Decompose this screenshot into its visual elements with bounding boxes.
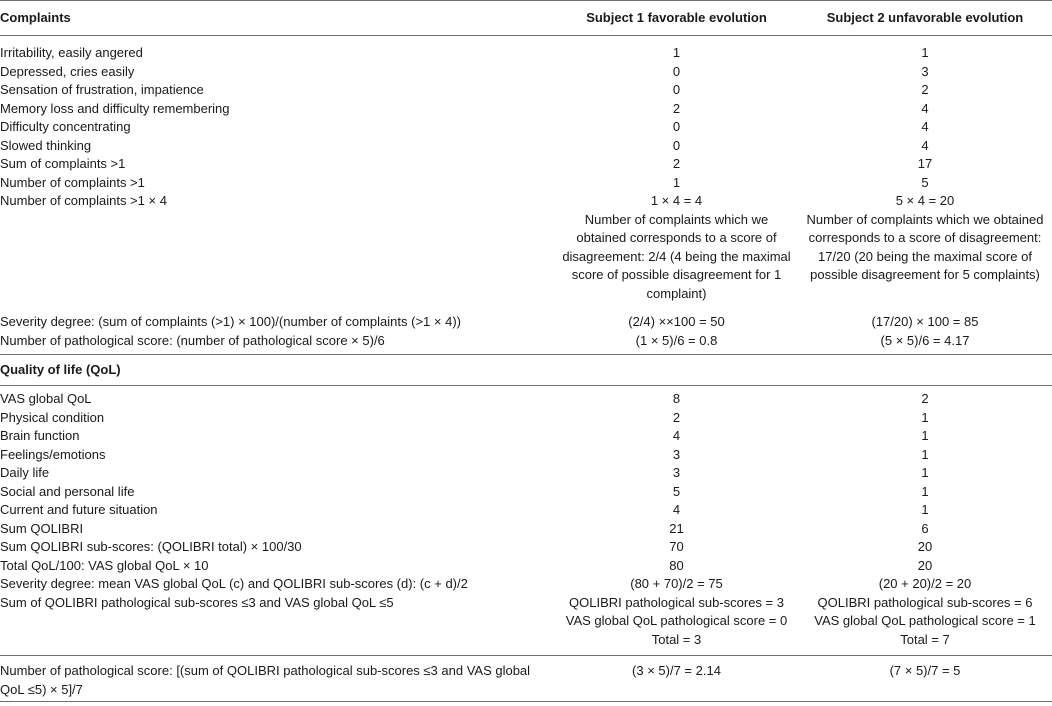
table-row xyxy=(0,427,1052,446)
table-row xyxy=(0,332,1052,351)
row-label: Number of complaints >1 × 4 xyxy=(0,193,167,208)
subject1-value: 3 xyxy=(672,446,681,462)
subject1-note-line: complaint) xyxy=(646,285,707,301)
table-row xyxy=(0,575,1052,594)
row-label: Memory loss and difficulty remembering xyxy=(0,100,230,116)
header-subject1: Subject 1 favorable evolution xyxy=(586,9,767,25)
subject2-value: 2 xyxy=(921,82,929,97)
subject2-note-line: 17/20 (20 being the maximal score of xyxy=(818,248,1032,264)
subject2-result: 5 × 4 = 20 xyxy=(895,193,955,208)
subject1-value: 1 xyxy=(672,45,681,60)
table-row xyxy=(0,44,1052,63)
row-label: Slowed thinking xyxy=(0,137,92,153)
table-row xyxy=(0,464,1052,483)
row-label-line: Number of pathological score: [(sum of QOLIBRI pathological sub-scores ≤3 and VAS global xyxy=(0,663,531,678)
row-label: Sum of QOLIBRI pathological sub-scores ≤3 and VAS global QoL ≤5 xyxy=(0,594,394,610)
row-label: Number of pathological score: (number of pathological score × 5)/6 xyxy=(0,332,385,348)
subject1-value: (1 × 5)/6 = 0.8 xyxy=(635,332,718,348)
qol-section-header xyxy=(0,354,1052,386)
subject1-value: 4 xyxy=(672,502,681,517)
subject2-note-line: corresponds to a score of disagreement: xyxy=(808,230,1042,245)
row-label: Difficulty concentrating xyxy=(0,119,131,134)
row-label: Severity degree: mean VAS global QoL (c) and QOLIBRI sub-scores (d): (c + d)/2 xyxy=(0,576,468,591)
table-row xyxy=(0,155,1052,174)
subject1-note-line: score of possible disagreement for 1 xyxy=(571,267,782,282)
subject1-result: 1 × 4 = 4 xyxy=(650,193,703,208)
subject2-value: 4 xyxy=(921,137,929,153)
qol-section xyxy=(0,390,1052,649)
subject2-value: 1 xyxy=(921,502,929,517)
subject1-value: 70 xyxy=(669,539,684,554)
subject2-line: VAS global QoL pathological score = 1 xyxy=(814,613,1036,628)
row-label: Current and future situation xyxy=(0,502,158,517)
row-label: Daily life xyxy=(0,465,50,480)
table-row xyxy=(0,520,1052,539)
table-row xyxy=(0,192,1052,303)
subject2-value: 4 xyxy=(921,100,929,116)
table-row xyxy=(0,483,1052,502)
subject2-line: Total = 7 xyxy=(900,631,950,647)
row-label: Number of complaints >1 xyxy=(0,174,145,190)
qol-heading: Quality of life (QoL) xyxy=(0,361,121,377)
table-row xyxy=(0,100,1052,119)
subject2-value: (7 × 5)/7 = 5 xyxy=(889,663,961,678)
subject2-value: 1 xyxy=(921,483,929,499)
subject1-value: 0 xyxy=(672,137,681,153)
subject1-note-line: Number of complaints which we xyxy=(584,211,769,227)
row-label: Irritability, easily angered xyxy=(0,45,143,60)
subject2-value: 2 xyxy=(921,391,929,406)
subject1-value: 0 xyxy=(672,119,681,134)
subject2-value: 17 xyxy=(917,156,933,171)
subject2-value: (5 × 5)/6 = 4.17 xyxy=(880,332,970,348)
table-row xyxy=(0,313,1052,332)
row-label xyxy=(0,662,555,699)
row-label-line: QoL ≤5) × 5]/7 xyxy=(0,681,83,697)
row-label: Social and personal life xyxy=(0,483,135,499)
table-header xyxy=(0,0,1052,36)
table-row xyxy=(0,501,1052,520)
subject2-value: 20 xyxy=(917,557,933,573)
header-subject2: Subject 2 unfavorable evolution xyxy=(826,9,1024,25)
row-label: Severity degree: (sum of complaints (>1) × 100)/(number of complaints (>1 × 4)) xyxy=(0,314,461,329)
table-row xyxy=(0,594,1052,650)
table-row xyxy=(0,655,1052,702)
row-label: Sensation of frustration, impatience xyxy=(0,82,204,97)
table-row xyxy=(0,137,1052,156)
row-label: Feelings/emotions xyxy=(0,446,106,462)
subject1-value: 4 xyxy=(672,428,681,443)
subject2-value: 1 xyxy=(921,465,929,480)
table-row xyxy=(0,390,1052,409)
subject1-value: 0 xyxy=(672,63,681,79)
table-row xyxy=(0,557,1052,576)
row-label: VAS global QoL xyxy=(0,391,92,406)
row-label: Sum QOLIBRI xyxy=(0,520,84,536)
row-label: Sum QOLIBRI sub-scores: (QOLIBRI total) × 100/30 xyxy=(0,539,302,554)
subject1-value: 80 xyxy=(669,557,684,573)
row-label: Physical condition xyxy=(0,409,105,425)
subject1-value xyxy=(555,192,798,303)
table-row xyxy=(0,81,1052,100)
complaints-section xyxy=(0,44,1052,350)
subject1-value: 0 xyxy=(672,82,681,97)
subject2-value: 20 xyxy=(917,539,933,554)
subject2-value: 3 xyxy=(921,63,929,79)
subject1-line: VAS global QoL pathological score = 0 xyxy=(565,613,788,628)
subject1-line: Total = 3 xyxy=(651,631,702,647)
row-label: Total QoL/100: VAS global QoL × 10 xyxy=(0,557,209,573)
subject1-value: 3 xyxy=(672,465,681,480)
subject1-line: QOLIBRI pathological sub-scores = 3 xyxy=(569,594,784,610)
table-row xyxy=(0,409,1052,428)
subject2-value xyxy=(798,594,1052,650)
subject2-line: QOLIBRI pathological sub-scores = 6 xyxy=(817,594,1033,610)
subject1-value: (3 × 5)/7 = 2.14 xyxy=(632,663,721,678)
subject1-value: 2 xyxy=(672,156,681,171)
subject1-value xyxy=(555,594,798,650)
subject2-value: 1 xyxy=(921,409,929,425)
subject1-value: 2 xyxy=(672,100,681,116)
table-row xyxy=(0,63,1052,82)
subject1-note-line: disagreement: 2/4 (4 being the maximal xyxy=(562,248,791,264)
subject1-note-line: obtained corresponds to a score of xyxy=(576,230,777,245)
subject2-note-line: possible disagreement for 5 complaints) xyxy=(810,267,1040,282)
row-label: Depressed, cries easily xyxy=(0,63,135,79)
subject1-value: 8 xyxy=(672,391,681,406)
subject2-value xyxy=(798,192,1052,303)
subject2-value: 5 xyxy=(921,174,929,190)
table-row xyxy=(0,538,1052,557)
row-label: Sum of complaints >1 xyxy=(0,156,126,171)
table-row xyxy=(0,446,1052,465)
subject2-value: 4 xyxy=(921,119,929,134)
subject2-value: 1 xyxy=(921,428,929,443)
subject1-value: 5 xyxy=(672,483,681,499)
subject1-value: (2/4) ××100 = 50 xyxy=(628,314,725,329)
subject2-value: 6 xyxy=(921,520,929,536)
header-complaints: Complaints xyxy=(0,9,71,25)
subject2-value: 1 xyxy=(921,45,929,60)
subject2-value: (20 + 20)/2 = 20 xyxy=(878,576,972,591)
subject1-value: 21 xyxy=(669,520,684,536)
table-row xyxy=(0,118,1052,137)
subject1-value: 1 xyxy=(672,174,681,190)
subject2-note-line: Number of complaints which we obtained xyxy=(806,211,1044,227)
subject2-value: 1 xyxy=(921,446,929,462)
subject1-value: (80 + 70)/2 = 75 xyxy=(630,576,723,591)
subject2-value: (17/20) × 100 = 85 xyxy=(871,314,979,329)
subject1-value: 2 xyxy=(672,409,681,425)
table-row xyxy=(0,174,1052,193)
row-label: Brain function xyxy=(0,428,80,443)
